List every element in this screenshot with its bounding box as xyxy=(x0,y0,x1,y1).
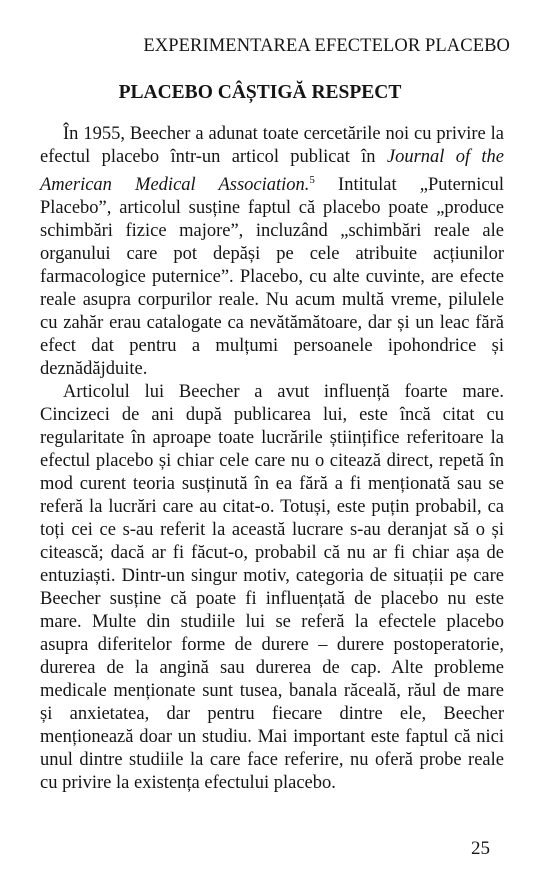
paragraph-2: Articolul lui Beecher a avut influență foarte mare. Cincizeci de ani după publicarea lui, este încă citat cu regularitate în aproape toate lucrările științifice referitoare la efectul placebo și chiar cele care nu o citează direct, repetă în mod curent teoria susținută în ea fără a fi menționată sau se referă la lucrări care au citat-o. Totuși, este puțin probabil, ca toți cei ce s-au referit la această lucrare s-au deranjat să o și citească; dacă ar fi făcut-o, probabil că nu ar fi chiar așa de entuziaști. Dintr-un singur motiv, categoria de situații pe care Beecher susține că poate fi influențată de placebo nu este mare. Multe din studiile lui se referă la efectele placebo asupra diferitelor forme de durere – durere postoperatorie, durerea de la angină sau durerea de cap. Alte probleme medicale menționate sunt tusea, banala răceală, răul de mare și anxietatea, dar pentru fiecare dintre ele, Beecher menționează doar un studiu. Mai important este faptul că nici unul dintre studiile la care face referire, nu oferă probe reale cu privire la existența efectului placebo. xyxy=(40,382,504,794)
running-head: EXPERIMENTAREA EFECTELOR PLACEBO xyxy=(143,36,510,56)
paragraph-1-rest: Intitulat „Puternicul Placebo”, articolul susține faptul că placebo poate „produce schimbări fizice majore”, incluzând „schimbări reale ale organului care pot depăși pe cele atribuite acțiunilor farmacologice puternice”. Placebo, cu alte cuvinte, are efecte reale asupra corpurilor reale. Nu acum multă vreme, pilulele cu zahăr erau catalogate ca nevătămătoare, dar și un leac fără efect dat pentru a mulțumi persoanele ipohondrice și deznădăjduite. xyxy=(40,175,505,380)
paragraph-1-lead: În 1955, Beecher a adunat toate cercetările noi cu privire la efectul placebo într-un articol publicat în xyxy=(40,124,504,167)
footnote-marker: 5 xyxy=(309,174,315,186)
paragraph-1 xyxy=(40,123,504,381)
journal-title: Journal of the American Medical Association. xyxy=(40,147,504,196)
section-title: PLACEBO CÂȘTIGĂ RESPECT xyxy=(118,82,402,103)
page-number: 25 xyxy=(471,838,490,859)
body-text xyxy=(40,123,504,795)
